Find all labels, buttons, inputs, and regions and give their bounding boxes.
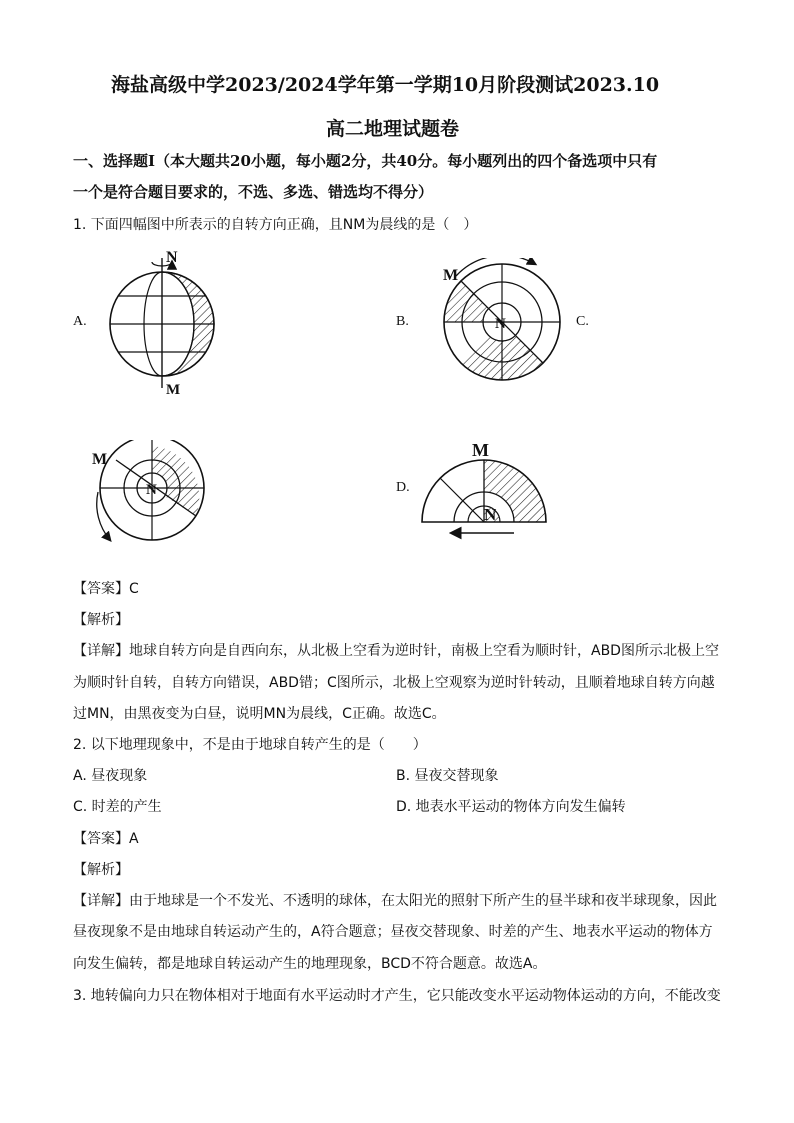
q2-analysis-heading: 【解析】 (73, 862, 129, 878)
q1-label-a: A. (73, 314, 87, 329)
q2-answer: 【答案】A (73, 831, 139, 847)
q1-detail-line1: 【详解】地球自转方向是自西向东，从北极上空看为逆时针，南极上空看为顺时针，ABD图所示北极上空 (73, 643, 719, 659)
figure-a-globe-side-view (100, 238, 230, 398)
exam-title: 海盐高级中学2023/2024学年第一学期10月阶段测试2023.10 (111, 74, 660, 96)
figure-c-polar-view (88, 440, 218, 555)
figure-b-polar-view (425, 258, 565, 388)
figure-d-semicircle-view (418, 436, 558, 544)
q2-option-a: A. 昼夜现象 (73, 768, 148, 784)
figure-c-label-m: M (92, 451, 108, 468)
q1-analysis-heading: 【解析】 (73, 612, 129, 628)
q1-stem: 1. 下面四幅图中所表示的自转方向正确，且NM为晨线的是（ ） (73, 217, 478, 233)
section-heading-line2: 一个是符合题目要求的，不选、多选、错选均不得分） (73, 183, 434, 201)
q1-label-b: B. (396, 314, 409, 329)
q1-answer: 【答案】C (73, 581, 139, 597)
figure-d-label-m: M (472, 440, 489, 460)
exam-subtitle: 高二地理试题卷 (326, 118, 460, 140)
q2-option-d: D. 地表水平运动的物体方向发生偏转 (396, 799, 626, 815)
figure-b-label-n: N (495, 316, 506, 332)
section-heading-line1: 一、选择题Ⅰ（本大题共20小题，每小题2分，共40分。每小题列出的四个备选项中只有 (73, 152, 658, 170)
figure-c-label-n: N (146, 482, 157, 498)
q1-label-d: D. (396, 480, 410, 495)
q3-stem: 3. 地转偏向力只在物体相对于地面有水平运动时才产生，它只能改变水平运动物体运动的方向，不能改变 (73, 988, 721, 1004)
q2-detail-line2: 昼夜现象不是由地球自转运动产生的，A符合题意；昼夜交替现象、时差的产生、地表水平运动的物体方 (73, 924, 713, 940)
q1-detail-line2: 为顺时针自转，自转方向错误，ABD错；C图所示，北极上空观察为逆时针转动，且顺着地球自转方向越 (73, 675, 715, 691)
figure-a-label-n: N (166, 249, 178, 266)
q1-label-c: C. (576, 314, 589, 329)
q2-detail-line3: 向发生偏转，都是地球自转运动产生的地理现象，BCD不符合题意。故选A。 (73, 956, 547, 972)
q2-detail-line1: 【详解】由于地球是一个不发光、不透明的球体，在太阳光的照射下所产生的昼半球和夜半球现象，因此 (73, 893, 717, 909)
q2-option-c: C. 时差的产生 (73, 799, 162, 815)
q1-detail-line3: 过MN，由黑夜变为白昼，说明MN为晨线，C正确。故选C。 (73, 706, 446, 722)
figure-b-label-m: M (443, 267, 459, 284)
figure-d-label-n: N (484, 505, 497, 524)
q2-option-b: B. 昼夜交替现象 (396, 768, 499, 784)
figure-a-label-m: M (166, 382, 181, 398)
q2-stem: 2. 以下地理现象中，不是由于地球自转产生的是（ ） (73, 737, 427, 753)
